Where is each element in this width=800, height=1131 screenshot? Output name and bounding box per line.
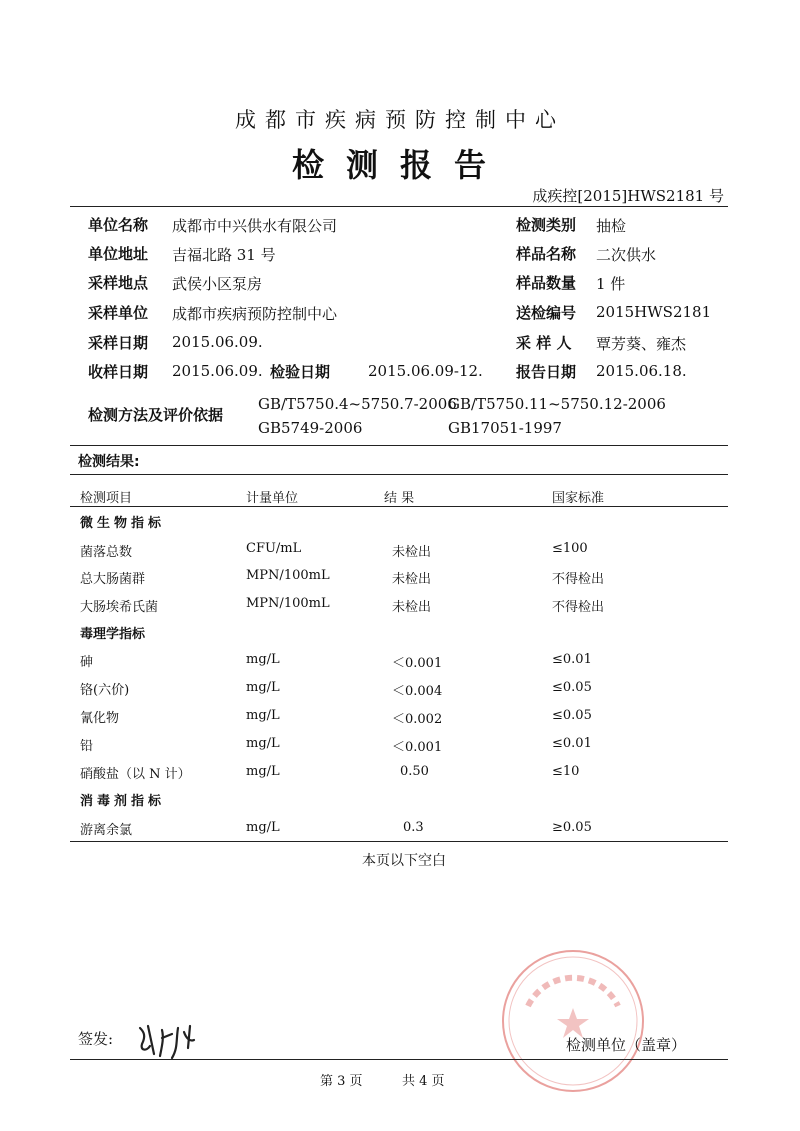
table-row-standard: ≤0.05 bbox=[552, 708, 592, 723]
table-row-unit: mg/L bbox=[246, 652, 280, 667]
table-row-standard: ≤10 bbox=[552, 764, 580, 779]
table-row-result: 0.3 bbox=[403, 820, 424, 835]
table-row-item: 大肠埃希氏菌 bbox=[80, 600, 159, 615]
method-standard-3: GB5749-2006 bbox=[258, 419, 363, 437]
testing-unit-seal-label: 检测单位（盖章） bbox=[566, 1036, 687, 1054]
report-date-label: 报告日期 bbox=[516, 363, 577, 381]
table-row-unit: CFU/mL bbox=[246, 541, 302, 556]
category-microbiology: 微生物指标 bbox=[80, 516, 166, 531]
table-row-item: 游离余氯 bbox=[80, 823, 133, 838]
unit-address-value: 吉福北路 31 号 bbox=[172, 246, 276, 264]
sampling-date-value: 2015.06.09. bbox=[172, 333, 263, 351]
table-row-item: 铬(六价) bbox=[80, 683, 130, 698]
sample-quantity-value: 1 件 bbox=[596, 275, 626, 293]
sample-quantity-label: 样品数量 bbox=[516, 274, 577, 292]
submission-number-value: 2015HWS2181 bbox=[596, 303, 712, 321]
sign-label: 签发: bbox=[78, 1030, 114, 1048]
table-row-standard: ≤0.05 bbox=[552, 680, 592, 695]
table-row-result: ＜0.004 bbox=[392, 684, 443, 699]
sampling-site-value: 武侯小区泵房 bbox=[172, 275, 263, 293]
table-row-standard: 不得检出 bbox=[552, 600, 605, 615]
table-row-standard: ≤0.01 bbox=[552, 652, 592, 667]
method-basis-label: 检测方法及评价依据 bbox=[88, 406, 224, 424]
info-divider bbox=[70, 445, 728, 446]
table-row-standard: ≤0.01 bbox=[552, 736, 592, 751]
table-row-item: 砷 bbox=[80, 655, 94, 670]
col-header-standard: 国家标准 bbox=[552, 491, 605, 506]
sample-name-label: 样品名称 bbox=[516, 245, 577, 263]
table-row-result: 未检出 bbox=[392, 600, 432, 615]
table-row-unit: mg/L bbox=[246, 820, 280, 835]
table-row-result: 未检出 bbox=[392, 545, 432, 560]
test-date-value: 2015.06.09-12. bbox=[368, 362, 483, 380]
method-standard-2: GB/T5750.11~5750.12-2006 bbox=[448, 395, 666, 413]
table-row-item: 硝酸盐（以 N 计） bbox=[80, 767, 191, 782]
issuing-organization: 成都市疾病预防控制中心 bbox=[235, 108, 565, 132]
test-date-label: 检验日期 bbox=[270, 363, 331, 381]
unit-name-label: 单位名称 bbox=[88, 216, 149, 234]
method-standard-1: GB/T5750.4~5750.7-2006 bbox=[258, 395, 457, 413]
table-row-standard: ≤100 bbox=[552, 541, 588, 556]
table-row-item: 菌落总数 bbox=[80, 545, 133, 560]
col-header-result: 结 果 bbox=[384, 491, 415, 506]
document-number: 成疾控[2015]HWS2181 号 bbox=[532, 187, 724, 205]
test-type-value: 抽检 bbox=[596, 217, 627, 235]
table-row-result: 未检出 bbox=[392, 572, 432, 587]
table-row-item: 氰化物 bbox=[80, 711, 120, 726]
table-row-unit: mg/L bbox=[246, 680, 280, 695]
header-divider bbox=[70, 206, 728, 207]
blank-below-note: 本页以下空白 bbox=[362, 853, 446, 869]
report-title: 检测报告 bbox=[291, 146, 508, 184]
handwritten-signature bbox=[132, 1018, 210, 1064]
table-row-unit: mg/L bbox=[246, 736, 280, 751]
sampling-unit-value: 成都市疾病预防控制中心 bbox=[172, 305, 338, 323]
table-header-divider bbox=[70, 506, 728, 507]
sampling-site-label: 采样地点 bbox=[88, 274, 149, 292]
table-row-standard: 不得检出 bbox=[552, 572, 605, 587]
receipt-date-label: 收样日期 bbox=[88, 363, 149, 381]
receipt-date-value: 2015.06.09. bbox=[172, 362, 263, 380]
sampling-date-label: 采样日期 bbox=[88, 334, 149, 352]
category-toxicology: 毒理学指标 bbox=[80, 627, 146, 642]
sampler-value: 覃芳葵、雍杰 bbox=[596, 335, 687, 353]
footer-divider bbox=[70, 1059, 728, 1060]
total-pages: 共 4 页 bbox=[402, 1074, 445, 1089]
table-row-standard: ≥0.05 bbox=[552, 820, 592, 835]
sampler-label: 采 样 人 bbox=[516, 334, 572, 352]
report-date-value: 2015.06.18. bbox=[596, 362, 687, 380]
sample-name-value: 二次供水 bbox=[596, 246, 657, 264]
unit-name-value: 成都市中兴供水有限公司 bbox=[172, 217, 338, 235]
results-label: 检测结果: bbox=[78, 454, 140, 470]
table-row-item: 铅 bbox=[80, 739, 94, 754]
table-row-unit: mg/L bbox=[246, 708, 280, 723]
method-standard-4: GB17051-1997 bbox=[448, 419, 562, 437]
results-divider bbox=[70, 474, 728, 475]
official-seal-stamp bbox=[498, 946, 648, 1096]
table-bottom-divider bbox=[70, 841, 728, 842]
table-row-result: 0.50 bbox=[400, 764, 429, 779]
unit-address-label: 单位地址 bbox=[88, 245, 149, 263]
table-row-item: 总大肠菌群 bbox=[80, 572, 146, 587]
table-row-result: ＜0.002 bbox=[392, 712, 443, 727]
col-header-unit: 计量单位 bbox=[246, 491, 299, 506]
sampling-unit-label: 采样单位 bbox=[88, 304, 149, 322]
table-row-unit: MPN/100mL bbox=[246, 568, 330, 583]
submission-number-label: 送检编号 bbox=[516, 304, 577, 322]
table-row-unit: mg/L bbox=[246, 764, 280, 779]
category-disinfectant: 消毒剂指标 bbox=[80, 794, 166, 809]
table-row-unit: MPN/100mL bbox=[246, 596, 330, 611]
page-number: 第 3 页 bbox=[320, 1074, 363, 1089]
test-type-label: 检测类别 bbox=[516, 216, 577, 234]
table-row-result: ＜0.001 bbox=[392, 656, 443, 671]
table-row-result: ＜0.001 bbox=[392, 740, 443, 755]
col-header-item: 检测项目 bbox=[80, 491, 133, 506]
